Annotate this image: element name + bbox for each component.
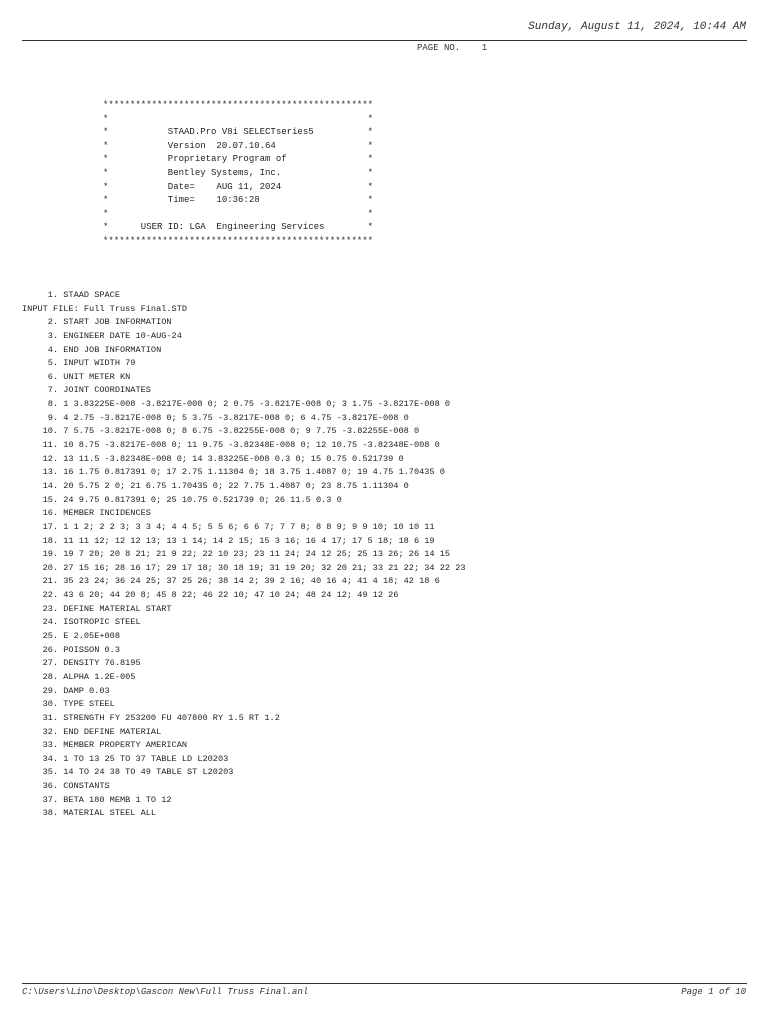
listing-line: 17. 1 1 2; 2 2 3; 3 3 4; 4 4 5; 5 5 6; 6 6 7; 7 7 8; 8 8 9; 9 9 10; 10 10 11 [22, 521, 435, 532]
listing-line: 28. ALPHA 1.2E-005 [22, 671, 136, 682]
listing-line: 30. TYPE STEEL [22, 699, 115, 710]
footer-file-path: C:\Users\Lino\Desktop\Gascon New\Full Truss Final.anl [22, 987, 309, 997]
listing-line: 37. BETA 180 MEMB 1 TO 12 [22, 794, 172, 805]
listing-line: 1. STAAD SPACE [22, 290, 120, 300]
listing-line: 22. 43 6 20; 44 20 8; 45 8 22; 46 22 10; 47 10 24; 48 24 12; 49 12 26 [22, 590, 399, 601]
listing-line: 34. 1 TO 13 25 TO 37 TABLE LD L20203 [22, 753, 229, 764]
listing-line: 26. POISSON 0.3 [22, 644, 120, 655]
listing-line: 21. 35 23 24; 36 24 25; 37 25 26; 38 14 2; 39 2 16; 40 16 4; 41 4 18; 42 18 6 [22, 576, 440, 587]
listing-line: 15. 24 9.75 0.817391 0; 25 10.75 0.521739 0; 26 11.5 0.3 0 [22, 494, 342, 505]
listing-line: 5. INPUT WIDTH 79 [22, 358, 136, 369]
listing-line: 20. 27 15 16; 28 16 17; 29 17 18; 30 18 19; 31 19 20; 32 20 21; 33 21 22; 34 22 23 [22, 562, 466, 573]
footer-page-count: Page 1 of 10 [681, 987, 746, 997]
listing-line: 33. MEMBER PROPERTY AMERICAN [22, 740, 188, 751]
listing-line: 36. CONSTANTS [22, 781, 110, 792]
listing-line: 35. 14 TO 24 38 TO 49 TABLE ST L20203 [22, 767, 234, 778]
listing-line: 24. ISOTROPIC STEEL [22, 617, 141, 628]
banner-line: * Time= 10:36:28 * [103, 195, 374, 206]
listing-line: 8. 1 3.83225E-008 -3.8217E-008 0; 2 0.75 -3.8217E-008 0; 3 1.75 -3.8217E-008 0 [22, 399, 451, 410]
listing-line: 19. 19 7 20; 20 8 21; 21 9 22; 22 10 23; 23 11 24; 24 12 25; 25 13 26; 26 14 15 [22, 549, 451, 560]
banner-line: ************************************************** [103, 235, 374, 246]
header-date: Sunday, August 11, 2024, 10:44 AM [528, 21, 746, 33]
listing-line: 27. DENSITY 76.8195 [22, 658, 141, 669]
header-divider [22, 40, 747, 41]
listing-line: 18. 11 11 12; 12 12 13; 13 1 14; 14 2 15; 15 3 16; 16 4 17; 17 5 18; 18 6 19 [22, 535, 435, 546]
banner-line: * Date= AUG 11, 2024 * [103, 181, 374, 192]
banner-line: * Proprietary Program of * [103, 154, 374, 165]
listing-line: 38. MATERIAL STEEL ALL [22, 808, 157, 819]
banner-line: * STAAD.Pro V8i SELECTseries5 * [103, 127, 374, 138]
listing-line: 23. DEFINE MATERIAL START [22, 603, 172, 614]
listing-line: 11. 10 8.75 -3.8217E-008 0; 11 9.75 -3.82348E-008 0; 12 10.75 -3.82348E-008 0 [22, 440, 440, 451]
banner-line: * Bentley Systems, Inc. * [103, 167, 374, 178]
program-banner [103, 99, 373, 249]
listing-line: 7. JOINT COORDINATES [22, 385, 151, 396]
banner-line: * Version 20.07.10.64 * [103, 140, 374, 151]
banner-line: * USER ID: LGA Engineering Services * [103, 222, 374, 233]
listing-line: 32. END DEFINE MATERIAL [22, 726, 162, 737]
listing-line: 9. 4 2.75 -3.8217E-008 0; 5 3.75 -3.8217E-008 0; 6 4.75 -3.8217E-008 0 [22, 412, 409, 423]
listing-line: 31. STRENGTH FY 253200 FU 407800 RY 1.5 RT 1.2 [22, 712, 280, 723]
footer-divider [22, 983, 747, 984]
listing-line: 16. MEMBER INCIDENCES [22, 508, 151, 519]
banner-line: ************************************************** [103, 100, 374, 110]
listing-line: 2. START JOB INFORMATION [22, 317, 172, 328]
banner-line: * * [103, 208, 374, 219]
listing-line: 4. END JOB INFORMATION [22, 344, 162, 355]
listing-line: 13. 16 1.75 0.817391 0; 17 2.75 1.11304 0; 18 3.75 1.4087 0; 19 4.75 1.70435 0 [22, 467, 445, 478]
listing-line: INPUT FILE: Full Truss Final.STD [22, 303, 188, 314]
page-number: PAGE NO. 1 [417, 43, 488, 53]
listing-line: 3. ENGINEER DATE 10-AUG-24 [22, 330, 182, 341]
listing-line: 12. 13 11.5 -3.82348E-008 0; 14 3.83225E-008 0.3 0; 15 0.75 0.521739 0 [22, 453, 404, 464]
listing-line: 10. 7 5.75 -3.8217E-008 0; 8 6.75 -3.82255E-008 0; 9 7.75 -3.82255E-008 0 [22, 426, 420, 437]
listing-line: 29. DAMP 0.03 [22, 685, 110, 696]
listing-line: 14. 20 5.75 2 0; 21 6.75 1.70435 0; 22 7.75 1.4087 0; 23 8.75 1.11304 0 [22, 480, 409, 491]
banner-line: * * [103, 113, 374, 124]
input-listing [22, 289, 466, 821]
listing-line: 6. UNIT METER KN [22, 371, 131, 382]
listing-line: 25. E 2.05E+008 [22, 631, 120, 642]
